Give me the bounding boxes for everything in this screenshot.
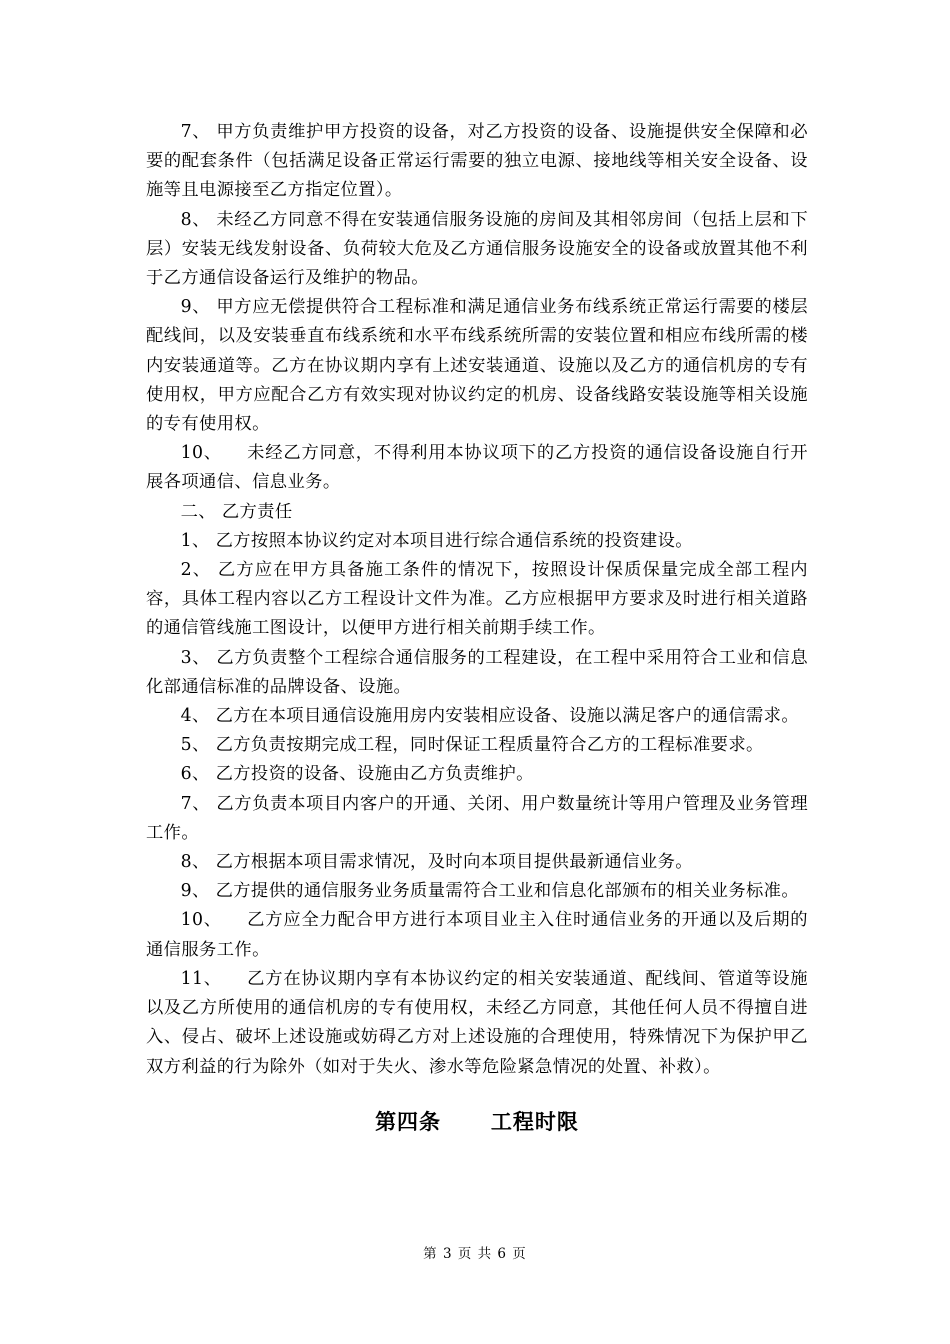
section-heading-party-b: 二、 乙方责任 [180, 501, 293, 522]
document-body [146, 118, 808, 1136]
article-heading: 第四条 工程时限 [375, 1108, 579, 1134]
paragraph-b4: 4、 乙方在本项目通信设施用房内安装相应设备、设施以满足客户的通信需求。 [180, 706, 800, 727]
paragraph-b9: 9、 乙方提供的通信服务业务质量需符合工业和信息化部颁布的相关业务标准。 [180, 881, 800, 902]
paragraph-b3: 3、 乙方负责整个工程综合通信服务的工程建设，在工程中采用符合工业和信息化部通信标准的品牌设备、设施。 [146, 647, 808, 697]
paragraph-b6: 6、 乙方投资的设备、设施由乙方负责维护。 [180, 764, 534, 785]
paragraph-b10: 10、 乙方应全力配合甲方进行本项目业主入住时通信业务的开通以及后期的通信服务工作。 [146, 910, 808, 960]
page-number-footer: 第 3 页 共 6 页 [423, 1246, 527, 1262]
paragraph-b7: 7、 乙方负责本项目内客户的开通、关闭、用户数量统计等用户管理及业务管理工作。 [146, 793, 808, 843]
paragraph-b2: 2、 乙方应在甲方具备施工条件的情况下，按照设计保质保量完成全部工程内容，具体工程内容以乙方工程设计文件为准。乙方应根据甲方要求及时进行相关道路的通信管线施工图设计，以便甲方进行相关前期手续工作。 [146, 560, 808, 639]
paragraph-a8: 8、 未经乙方同意不得在安装通信服务设施的房间及其相邻房间（包括上层和下层）安装无线发射设备、负荷较大危及乙方通信服务设施安全的设备或放置其他不利于乙方通信设备运行及维护的物品。 [146, 209, 808, 289]
paragraph-a9: 9、 甲方应无偿提供符合工程标准和满足通信业务布线系统正常运行需要的楼层配线间，以及安装垂直布线系统和水平布线系统所需的安装位置和相应布线所需的楼内安装通道等。乙方在协议期内享有上述安装通道、设施以及乙方的通信机房的专有使用权，甲方应配合乙方有效实现对协议约定的机房、设备线路安装设施等相关设施的专有使用权。 [146, 297, 808, 435]
paragraph-b1: 1、 乙方按照本协议约定对本项目进行综合通信系统的投资建设。 [180, 530, 693, 551]
paragraph-b8: 8、 乙方根据本项目需求情况，及时向本项目提供最新通信业务。 [180, 852, 693, 873]
paragraph-a7: 7、 甲方负责维护甲方投资的设备，对乙方投资的设备、设施提供安全保障和必要的配套条件（包括满足设备正常运行需要的独立电源、接地线等相关安全设备、设施等且电源接至乙方指定位置）。 [146, 122, 808, 201]
paragraph-b5: 5、 乙方负责按期完成工程，同时保证工程质量符合乙方的工程标准要求。 [180, 735, 764, 756]
paragraph-a10: 10、 未经乙方同意，不得利用本协议项下的乙方投资的通信设备设施自行开展各项通信、信息业务。 [146, 443, 808, 493]
paragraph-b11: 11、 乙方在协议期内享有本协议约定的相关安装通道、配线间、管道等设施以及乙方所使用的通信机房的专有使用权，未经乙方同意，其他任何人员不得擅自进入、侵占、破坏上述设施或妨碍乙方对上述设施的合理使用，特殊情况下为保护甲乙双方利益的行为除外（如对于失火、渗水等危险紧急情况的处置、补救）。 [146, 968, 808, 1077]
